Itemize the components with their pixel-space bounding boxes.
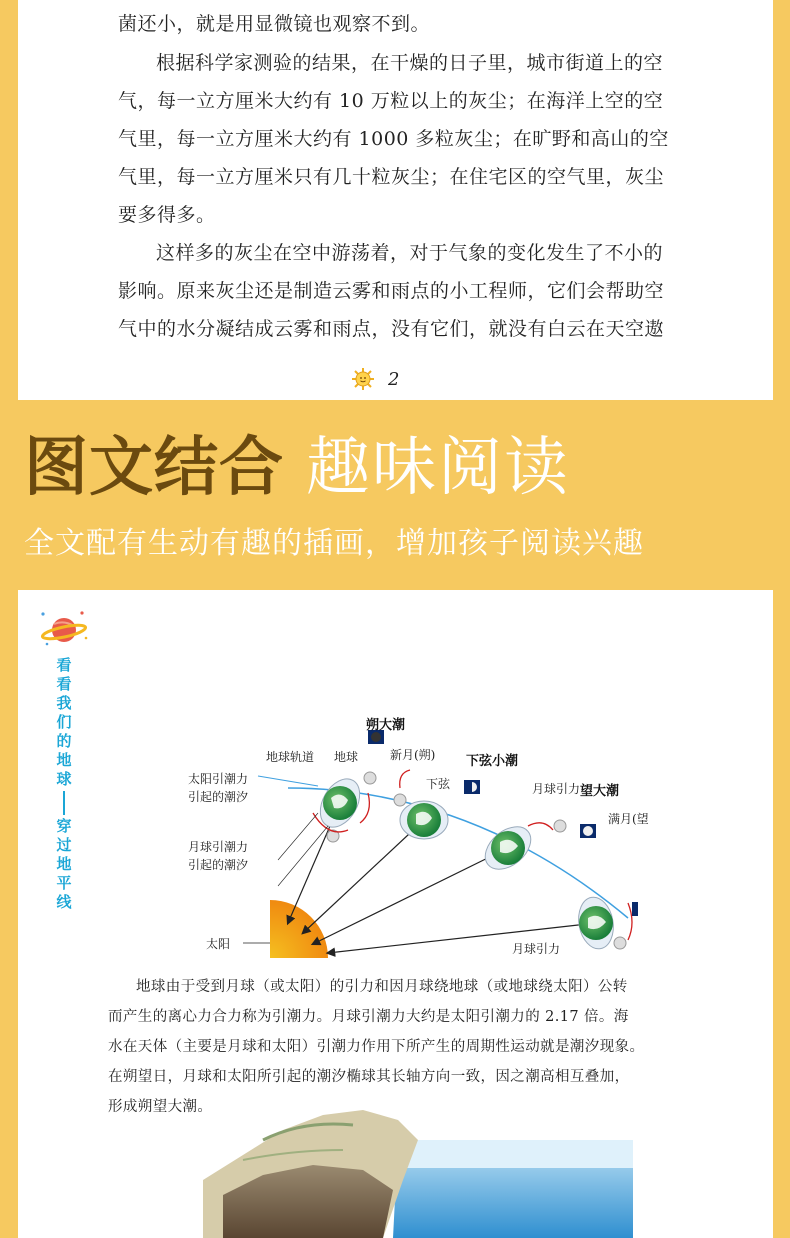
diagram-title-full-moon-tide: 望大潮 — [580, 784, 620, 799]
text-line: 影响。原来灰尘还是制造云雾和雨点的小工程师，它们会帮助空 — [118, 280, 665, 302]
banner-title-bold: 图文结合 — [24, 431, 284, 505]
vertical-book-title — [54, 656, 74, 912]
tide-explanation — [108, 972, 718, 1122]
book-page-top — [18, 0, 773, 400]
text-line: 这样多的灰尘在空中游荡着，对于气象的变化发生了不小的 — [156, 242, 664, 264]
label-earth: 地球 — [334, 750, 359, 764]
text-line: 根据科学家测验的结果，在干燥的日子里，城市街道上的空 — [156, 52, 664, 74]
diagram-title-new-moon-tide: 朔大潮 — [366, 718, 406, 733]
planet-icon — [38, 608, 90, 650]
text-line: 菌还小，就是用显微镜也观察不到。 — [118, 13, 431, 35]
banner-title — [24, 428, 570, 508]
label-moon-tide-2: 引起的潮汐 — [188, 858, 249, 872]
sun-icon — [352, 368, 374, 390]
banner-subtitle: 全文配有生动有趣的插画，增加孩子阅读兴趣 — [24, 526, 644, 561]
tide-diagram — [188, 718, 649, 958]
text-line: 形成朔望大潮。 — [108, 1099, 213, 1115]
label-moon-gravity-1: 月球引力 — [532, 782, 581, 796]
page-footer — [352, 368, 399, 390]
text-line: 水在天体（主要是月球和太阳）引潮力作用下所产生的周期性运动就是潮汐现象。 — [108, 1039, 645, 1055]
label-last-quarter: 下弦 — [426, 777, 451, 791]
page-number: 2 — [388, 368, 400, 390]
vertical-title-top: 看看我们的地球 — [56, 656, 72, 788]
banner-title-light: 趣味阅读 — [306, 431, 570, 505]
text-line: 地球由于受到月球（或太阳）的引力和因月球绕地球（或地球绕太阳）公转 — [136, 979, 628, 995]
label-moon-gravity-2: 月球引力 — [512, 942, 561, 956]
diagram-title-last-quarter-tide: 下弦小潮 — [466, 754, 519, 769]
label-sun: 太阳 — [206, 937, 231, 951]
book-page-bottom — [18, 590, 773, 1238]
text-line: 气里，每一立方厘米只有几十粒灰尘；在住宅区的空气里，灰尘 — [118, 166, 665, 188]
text-line: 要多得多。 — [118, 204, 216, 226]
label-full-moon: 满月(望 — [608, 812, 649, 826]
text-line: 气中的水分凝结成云雾和雨点，没有它们，就没有白云在天空遨 — [118, 318, 665, 340]
label-sun-tide-1: 太阳引潮力 — [188, 772, 249, 786]
vertical-title-bottom: 穿过地平线 — [56, 817, 72, 911]
text-line: 气里，每一立方厘米大约有 1000 多粒灰尘；在旷野和高山的空 — [118, 128, 669, 150]
text-line: 而产生的离心力合力称为引潮力。月球引潮力大约是太阳引潮力的 2.17 倍。海 — [108, 1009, 629, 1025]
label-new-moon: 新月(朔) — [390, 748, 436, 762]
label-earth-orbit: 地球轨道 — [266, 750, 315, 764]
label-moon-tide-1: 月球引潮力 — [188, 840, 249, 854]
label-sun-tide-2: 引起的潮汐 — [188, 790, 249, 804]
text-line: 在朔望日，月球和太阳所引起的潮汐椭球其长轴方向一致，因之潮高相互叠加， — [108, 1069, 630, 1085]
coastline-illustration — [203, 1110, 633, 1238]
text-line: 气，每一立方厘米大约有 10 万粒以上的灰尘；在海洋上空的空 — [118, 90, 664, 112]
